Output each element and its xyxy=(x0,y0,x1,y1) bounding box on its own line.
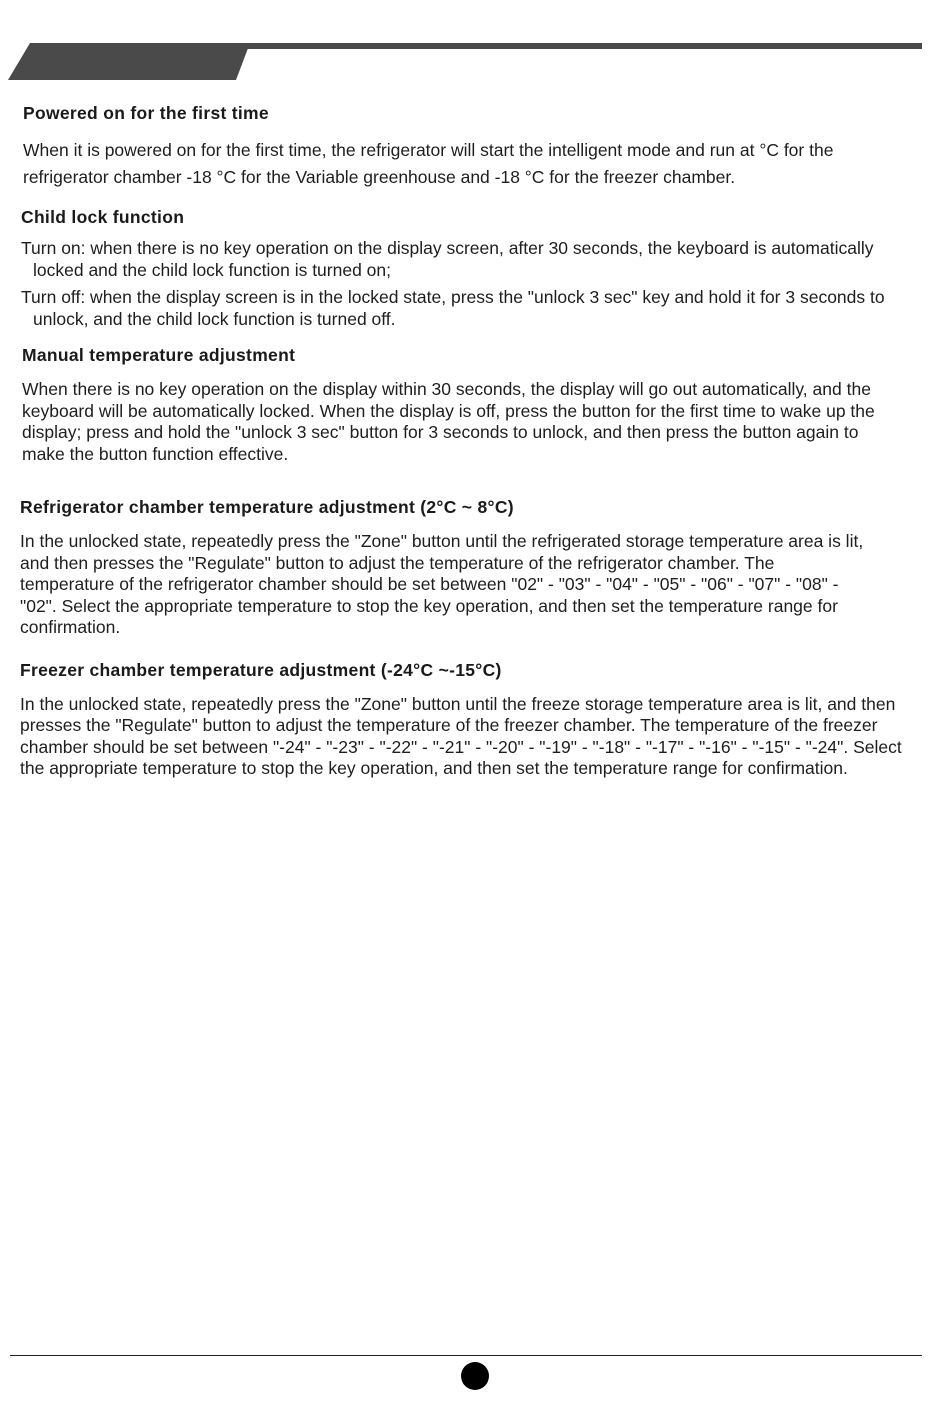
section-paragraph: When it is powered on for the first time, the refrigerator will start the intelligent mode and run at °C for the refrigerator chamber -18 °C for the Variable greenhouse and -18 °C for the freezer chamber. xyxy=(23,140,834,187)
section-heading: Freezer chamber temperature adjustment (-24°C ~-15°C) xyxy=(20,659,502,680)
section-manual-adjustment xyxy=(22,345,928,465)
section-heading: Manual temperature adjustment xyxy=(22,345,296,365)
section-paragraph: Turn off: when the display screen is in the locked state, press the "unlock 3 sec" key and hold it for 3 seconds to unlock, and the child lock function is turned off. xyxy=(21,287,885,329)
header-bar xyxy=(8,43,922,80)
section-paragraph: When there is no key operation on the display within 30 seconds, the display will go out automatically, and the keyboard will be automatically locked. When the display is off, press the button for the first time to wake up the display; press and hold the "unlock 3 sec" button for 3 seconds to unlock, and then press the button again to make the button function effective. xyxy=(22,379,875,464)
section-paragraph: In the unlocked state, repeatedly press the "Zone" button until the refrigerated storage temperature area is lit, and then presses the "Regulate" button to adjust the temperature of the refrigerator chamber. The temperature of the refrigerator chamber should be set between "02" - "03" - "04" - "05" - "06" - "07" - "08" - "02". Select the appropriate temperature to stop the key operation, and then set the temperature range for confirmation. xyxy=(20,531,864,637)
header-tab xyxy=(8,43,250,80)
section-paragraph: In the unlocked state, repeatedly press the "Zone" button until the freeze storage temperature area is lit, and then presses the "Regulate" button to adjust the temperature of the freezer chamber. The temperature of the freezer chamber should be set between "-24" - "-23" - "-22" - "-21" - "-20" - "-19" - "-18" - "-17" - "-16" - "-15" - "-24". Select the appropriate temperature to stop the key operation, and then set the temperature range for confirmation. xyxy=(20,693,902,778)
section-heading: Child lock function xyxy=(21,207,185,227)
section-refrigerator-adjustment xyxy=(20,497,928,639)
section-child-lock xyxy=(21,207,928,330)
header-rule xyxy=(238,43,922,49)
document-content xyxy=(20,103,928,780)
section-first-power-on xyxy=(23,103,928,191)
section-paragraph: Turn on: when there is no key operation on the display screen, after 30 seconds, the keyboard is automatically locked and the child lock function is turned on; xyxy=(21,238,874,280)
section-heading: Refrigerator chamber temperature adjustment (2°C ~ 8°C) xyxy=(20,497,514,517)
footer-rule xyxy=(10,1355,922,1356)
page-number-dot xyxy=(461,1362,489,1390)
section-freezer-adjustment xyxy=(20,660,928,780)
section-heading: Powered on for the first time xyxy=(23,103,269,123)
